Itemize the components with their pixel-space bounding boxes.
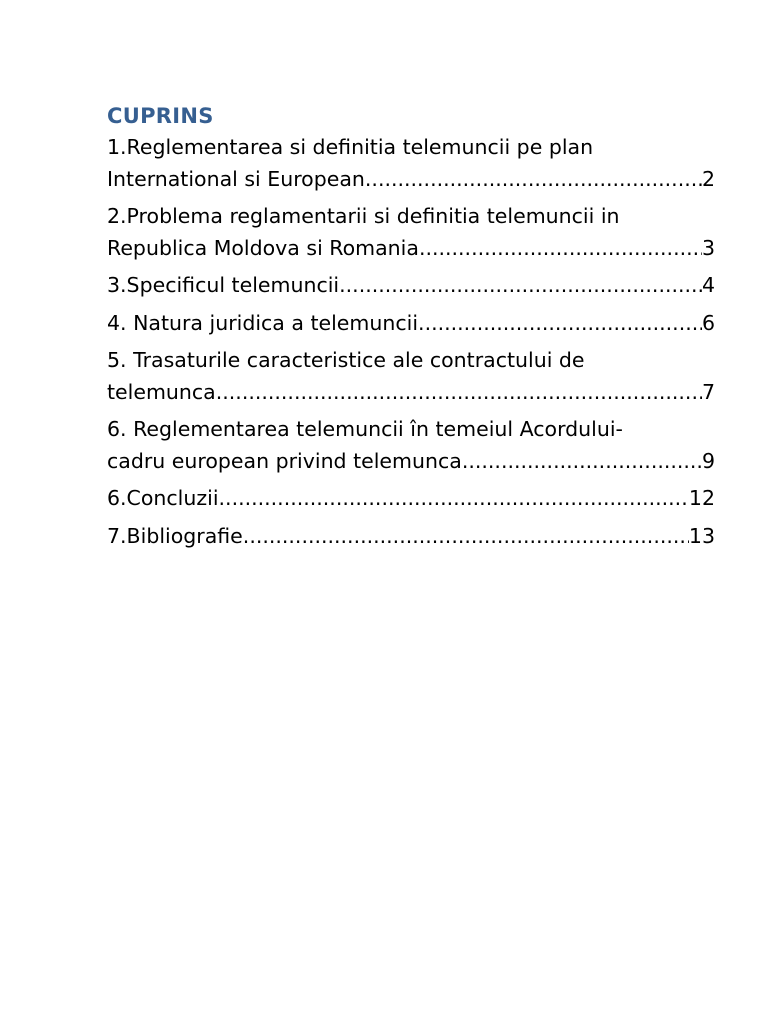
toc-page-number: 6 [701, 310, 715, 335]
toc-entry-line [107, 270, 715, 302]
toc-entries [107, 132, 715, 552]
toc-entry-text: telemunca [107, 379, 216, 404]
toc-entry-text: 1.Reglementarea si definitia telemuncii pe plan [107, 135, 594, 159]
toc-title: CUPRINS [107, 104, 214, 128]
toc-page-number: 12 [688, 486, 715, 510]
toc-leader-dots [418, 308, 702, 340]
toc-leader-dots [339, 270, 702, 302]
toc-entry[interactable] [107, 414, 715, 477]
toc-entry-text: 5. Trasaturile caracteristice ale contractului de [107, 348, 585, 372]
toc-page-number: 7 [701, 379, 715, 404]
toc-leader-dots [419, 233, 702, 265]
toc-page-number: 3 [701, 235, 715, 260]
toc-entry-text: 6.Concluzii [107, 486, 219, 510]
toc-entry[interactable] [107, 521, 715, 553]
toc-entry-text: 7.Bibliografie [107, 523, 243, 548]
toc-entry-line [107, 233, 715, 265]
toc-entry-text: 6. Reglementarea telemuncii în temeiul Acordului- [107, 417, 623, 441]
toc-entry-text: 4. Natura juridica a telemuncii [107, 310, 419, 335]
toc-entry[interactable] [107, 345, 715, 408]
toc-leader-dots [243, 521, 689, 553]
toc-entry-text: Republica Moldova si Romania [107, 235, 419, 260]
toc-entry[interactable] [107, 270, 715, 302]
table-of-contents [107, 100, 715, 558]
toc-entry-line [107, 164, 715, 196]
toc-entry-line [107, 377, 715, 409]
toc-entry[interactable] [107, 308, 715, 340]
toc-entry[interactable] [107, 132, 715, 195]
toc-leader-dots [462, 446, 702, 478]
toc-entry-line [107, 483, 715, 515]
toc-page-number: 9 [701, 448, 715, 473]
toc-entry-text: 3.Specificul telemuncii [107, 273, 340, 297]
toc-entry[interactable] [107, 201, 715, 264]
toc-entry-text: cadru european privind telemunca [107, 448, 462, 473]
toc-entry-line [107, 446, 715, 478]
toc-page-number: 13 [688, 523, 715, 548]
toc-leader-dots [365, 164, 702, 196]
toc-entry-text: International si European [107, 166, 365, 191]
toc-entry[interactable] [107, 483, 715, 515]
toc-page-number: 2 [701, 166, 715, 191]
toc-entry-text: 2.Problema reglamentarii si definitia telemuncii in [107, 204, 620, 228]
toc-leader-dots [216, 377, 702, 409]
toc-leader-dots [219, 483, 689, 515]
toc-page-number: 4 [701, 273, 715, 297]
toc-entry-line [107, 308, 715, 340]
toc-entry-line [107, 521, 715, 553]
